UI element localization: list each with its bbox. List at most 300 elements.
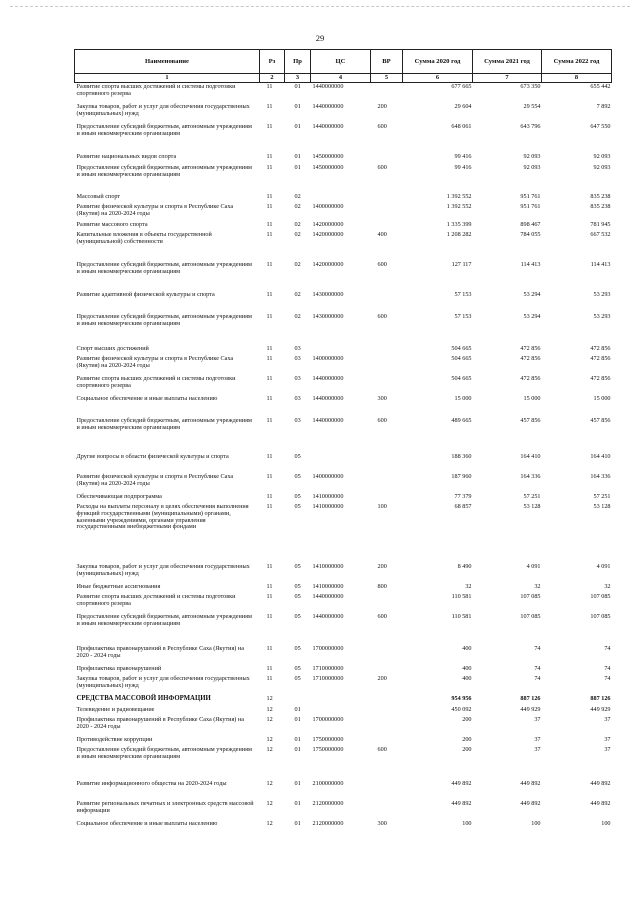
row-sum-2021: 472 856	[520, 354, 541, 362]
row-name: Развитие спорта высших достижений и системы подготовки спортивного резерва	[76, 374, 236, 389]
row-vr	[371, 780, 403, 800]
row-vr	[371, 593, 403, 613]
row-sum-2020: 99 416	[454, 163, 472, 171]
row-vr	[371, 695, 403, 706]
table-row	[75, 593, 612, 613]
row-name: Противодействие коррупции	[76, 735, 153, 743]
row-sum-2022: 107 085	[590, 592, 611, 600]
row-pr: 01	[294, 735, 301, 743]
row-sum-2020: 77 379	[454, 492, 472, 500]
row-vr	[371, 473, 403, 493]
row-cs: 1440000000	[312, 416, 344, 424]
row-rz: 11	[266, 562, 273, 570]
table-row	[75, 473, 612, 493]
row-pr: 02	[294, 202, 301, 210]
row-cs: 1450000000	[312, 152, 344, 160]
table-row	[75, 153, 612, 164]
row-sum-2021: 37	[534, 745, 541, 753]
row-rz: 12	[266, 694, 273, 702]
row-name: Другие вопросы в области физической культуры и спорта	[76, 452, 229, 460]
row-sum-2020: 99 416	[454, 152, 472, 160]
row-rz: 11	[266, 220, 273, 228]
row-sum-2020: 1 392 552	[446, 202, 472, 210]
row-rz: 11	[266, 664, 273, 672]
row-pr: 02	[294, 220, 301, 228]
row-sum-2022: 37	[604, 735, 611, 743]
table-row	[75, 221, 612, 231]
row-vr: 800	[377, 582, 387, 590]
row-cs: 1710000000	[312, 664, 344, 672]
row-cs: 1700000000	[312, 644, 344, 652]
row-rz: 12	[266, 735, 273, 743]
table-row	[75, 193, 612, 203]
table-body	[75, 83, 612, 832]
row-rz: 11	[266, 502, 273, 510]
row-cs: 1440000000	[312, 83, 344, 91]
row-vr	[371, 665, 403, 675]
row-sum-2021: 57 251	[523, 492, 541, 500]
row-sum-2022: 15 000	[593, 394, 611, 402]
row-vr: 300	[377, 819, 387, 827]
row-name: Развитие региональных печатных и электронных средств массовой информации	[76, 799, 254, 814]
header-vr: ВР	[371, 50, 403, 74]
row-cs: 1440000000	[312, 122, 344, 130]
table-row	[75, 716, 612, 736]
row-sum-2021: 32	[534, 582, 541, 590]
row-cs: 1420000000	[312, 220, 344, 228]
row-pr: 01	[294, 122, 301, 130]
row-pr: 01	[294, 152, 301, 160]
row-vr: 200	[377, 674, 387, 682]
row-sum-2021: 92 093	[523, 163, 541, 171]
header-sum-2021: Сумма 2021 год	[473, 50, 542, 74]
table-row	[75, 83, 612, 103]
row-sum-2021: 449 929	[520, 705, 541, 713]
row-name: Развитие спорта высших достижений и системы подготовки спортивного резерва	[76, 592, 236, 607]
row-sum-2020: 504 665	[451, 374, 472, 382]
table-row	[75, 395, 612, 417]
row-cs: 1420000000	[312, 230, 344, 238]
row-pr: 01	[294, 163, 301, 171]
col-number: 6	[403, 74, 473, 83]
row-name: СРЕДСТВА МАССОВОЙ ИНФОРМАЦИИ	[76, 694, 211, 702]
row-name: Профилактика правонарушений в Республике Саха (Якутия) на 2020 - 2024 годы	[76, 644, 244, 659]
row-cs: 1430000000	[312, 290, 344, 298]
row-sum-2020: 400	[462, 644, 472, 652]
row-cs: 1750000000	[312, 735, 344, 743]
row-sum-2022: 57 251	[593, 492, 611, 500]
row-pr	[285, 695, 311, 706]
table-row	[75, 231, 612, 261]
row-vr: 100	[377, 502, 387, 510]
scan-edge-marks	[10, 6, 630, 11]
table-row	[75, 313, 612, 345]
col-number: 4	[311, 74, 371, 83]
row-sum-2021: 53 128	[523, 502, 541, 510]
table-row	[75, 563, 612, 583]
row-cs: 1450000000	[312, 163, 344, 171]
row-sum-2021: 887 126	[520, 694, 541, 702]
col-number: 1	[75, 74, 260, 83]
row-sum-2022: 667 532	[590, 230, 611, 238]
row-sum-2021: 951 761	[520, 202, 541, 210]
row-sum-2021: 53 294	[523, 312, 541, 320]
row-cs	[311, 453, 371, 473]
row-sum-2020: 1 392 552	[446, 192, 472, 200]
row-pr: 02	[294, 290, 301, 298]
row-vr	[371, 345, 403, 355]
row-sum-2021: 74	[534, 664, 541, 672]
row-sum-2020: 200	[462, 735, 472, 743]
row-sum-2021: 92 093	[523, 152, 541, 160]
row-cs: 1400000000	[312, 202, 344, 210]
row-sum-2021: 100	[531, 819, 541, 827]
header-sum-2022: Сумма 2022 год	[542, 50, 612, 74]
row-sum-2020: 57 153	[454, 312, 472, 320]
row-vr	[371, 645, 403, 665]
row-sum-2020: 504 665	[451, 344, 472, 352]
row-sum-2021: 53 294	[523, 290, 541, 298]
row-cs	[311, 706, 371, 716]
row-pr: 03	[294, 344, 301, 352]
row-sum-2021: 114 413	[520, 260, 541, 268]
row-pr: 01	[294, 799, 301, 807]
row-rz: 11	[266, 582, 273, 590]
row-cs: 1710000000	[312, 674, 344, 682]
row-name: Закупка товаров, работ и услуг для обеспечения государственных (муниципальных) нужд	[76, 674, 250, 689]
row-sum-2022: 92 093	[593, 152, 611, 160]
table-row	[75, 123, 612, 153]
row-sum-2020: 450 092	[451, 705, 472, 713]
row-sum-2021: 449 892	[520, 779, 541, 787]
row-pr: 05	[294, 472, 301, 480]
row-name: Развитие физической культуры и спорта в Республике Саха (Якутия) на 2020-2024 годы	[76, 354, 234, 369]
row-pr: 05	[294, 664, 301, 672]
row-cs: 1410000000	[312, 582, 344, 590]
table-row	[75, 675, 612, 695]
row-sum-2021: 15 000	[523, 394, 541, 402]
row-sum-2020: 68 857	[454, 502, 472, 510]
row-name: Закупка товаров, работ и услуг для обеспечения государственных (муниципальных) нужд	[76, 102, 250, 117]
row-vr: 600	[377, 122, 387, 130]
table-row	[75, 613, 612, 645]
row-sum-2020: 110 581	[451, 612, 472, 620]
header-row	[75, 50, 612, 74]
col-number: 7	[473, 74, 542, 83]
row-vr: 600	[377, 312, 387, 320]
row-pr: 05	[294, 502, 301, 510]
row-rz: 11	[266, 312, 273, 320]
table-row	[75, 375, 612, 395]
row-rz: 11	[266, 416, 273, 424]
row-sum-2021: 4 091	[526, 562, 541, 570]
row-vr	[371, 706, 403, 716]
row-pr: 01	[294, 83, 301, 91]
row-name: Развитие массового спорта	[76, 220, 148, 228]
row-pr: 02	[294, 230, 301, 238]
table-row	[75, 503, 612, 563]
row-sum-2022: 449 892	[590, 779, 611, 787]
row-sum-2022: 647 550	[590, 122, 611, 130]
row-vr	[371, 736, 403, 746]
row-rz: 12	[266, 779, 273, 787]
row-sum-2021: 29 554	[523, 102, 541, 110]
row-name: Капитальные вложения в объекты государственной (муниципальной) собственности	[76, 230, 212, 245]
row-sum-2020: 15 000	[454, 394, 472, 402]
row-sum-2021: 107 085	[520, 612, 541, 620]
row-sum-2022: 107 085	[590, 612, 611, 620]
row-cs: 1700000000	[312, 715, 344, 723]
row-sum-2022: 835 238	[590, 202, 611, 210]
row-cs	[311, 345, 371, 355]
row-sum-2022: 92 093	[593, 163, 611, 171]
row-vr	[371, 203, 403, 221]
row-vr: 600	[377, 612, 387, 620]
row-vr	[371, 453, 403, 473]
row-vr: 600	[377, 163, 387, 171]
row-name: Массовый спорт	[76, 192, 121, 200]
row-rz: 11	[266, 674, 273, 682]
row-sum-2021: 74	[534, 674, 541, 682]
row-sum-2022: 4 091	[596, 562, 611, 570]
row-name: Развитие спорта высших достижений и системы подготовки спортивного резерва	[76, 83, 236, 98]
row-rz: 12	[266, 745, 273, 753]
row-cs: 1410000000	[312, 562, 344, 570]
row-pr: 01	[294, 705, 301, 713]
row-rz: 11	[266, 644, 273, 652]
row-name: Закупка товаров, работ и услуг для обеспечения государственных (муниципальных) нужд	[76, 562, 250, 577]
budget-table	[74, 49, 612, 832]
row-name: Развитие национальных видов спорта	[76, 152, 177, 160]
row-sum-2021: 164 410	[520, 452, 541, 460]
row-sum-2021: 643 796	[520, 122, 541, 130]
row-rz: 12	[266, 819, 273, 827]
row-sum-2021: 673 350	[520, 83, 541, 91]
row-vr: 400	[377, 230, 387, 238]
row-sum-2022: 32	[604, 582, 611, 590]
row-vr	[371, 193, 403, 203]
row-sum-2020: 200	[462, 745, 472, 753]
row-sum-2021: 449 892	[520, 799, 541, 807]
row-name: Спорт высших достижений	[76, 344, 149, 352]
row-rz: 11	[266, 202, 273, 210]
row-cs: 1750000000	[312, 745, 344, 753]
row-vr	[371, 153, 403, 164]
row-sum-2022: 164 336	[590, 472, 611, 480]
row-pr: 05	[294, 562, 301, 570]
table-row	[75, 736, 612, 746]
row-vr: 600	[377, 416, 387, 424]
row-sum-2021: 898 467	[520, 220, 541, 228]
row-vr	[371, 291, 403, 313]
row-name: Предоставление субсидий бюджетным, автономным учреждениям и иным некоммерческим организациям	[76, 122, 252, 137]
column-number-row	[75, 74, 612, 83]
row-cs	[311, 695, 371, 706]
row-sum-2021: 74	[534, 644, 541, 652]
row-sum-2021: 784 055	[520, 230, 541, 238]
row-pr: 03	[294, 374, 301, 382]
row-pr: 01	[294, 745, 301, 753]
row-vr: 200	[377, 562, 387, 570]
table-row	[75, 291, 612, 313]
row-name: Развитие физической культуры и спорта в Республике Саха (Якутия) на 2020-2024 годы	[76, 472, 234, 487]
row-cs: 2120000000	[312, 819, 344, 827]
row-pr: 05	[294, 492, 301, 500]
row-sum-2020: 504 665	[451, 354, 472, 362]
header-sum-2020: Сумма 2020 год	[403, 50, 473, 74]
table-row	[75, 820, 612, 832]
row-pr: 01	[294, 779, 301, 787]
col-number: 8	[542, 74, 612, 83]
row-sum-2020: 489 665	[451, 416, 472, 424]
row-vr	[371, 355, 403, 375]
table-row	[75, 780, 612, 800]
row-sum-2020: 1 335 399	[446, 220, 472, 228]
row-rz: 11	[266, 612, 273, 620]
row-sum-2022: 74	[604, 674, 611, 682]
row-vr: 300	[377, 394, 387, 402]
row-name: Предоставление субсидий бюджетным, автономным учреждениям и иным некоммерческим организациям	[76, 163, 252, 178]
row-sum-2022: 164 410	[590, 452, 611, 460]
row-sum-2022: 835 238	[590, 192, 611, 200]
row-name: Иные бюджетные ассигнования	[76, 582, 161, 590]
table-row	[75, 345, 612, 355]
row-pr: 05	[294, 592, 301, 600]
col-number: 5	[371, 74, 403, 83]
row-sum-2020: 100	[462, 819, 472, 827]
row-sum-2021: 457 856	[520, 416, 541, 424]
row-name: Предоставление субсидий бюджетным, автономным учреждениям и иным некоммерческим организациям	[76, 416, 252, 431]
row-rz: 11	[266, 260, 273, 268]
row-cs: 1440000000	[312, 612, 344, 620]
row-rz: 11	[266, 192, 273, 200]
row-sum-2020: 188 360	[451, 452, 472, 460]
row-rz: 11	[266, 102, 273, 110]
row-rz: 12	[266, 715, 273, 723]
row-pr: 05	[294, 582, 301, 590]
row-rz: 11	[266, 163, 273, 171]
table-row	[75, 103, 612, 123]
row-sum-2020: 1 208 282	[446, 230, 472, 238]
row-pr: 03	[294, 416, 301, 424]
row-name: Профилактика правонарушений	[76, 664, 162, 672]
page-number: 29	[315, 33, 325, 43]
row-sum-2022: 74	[604, 644, 611, 652]
row-cs: 1440000000	[312, 374, 344, 382]
row-cs: 1440000000	[312, 592, 344, 600]
row-rz: 11	[266, 354, 273, 362]
row-sum-2020: 400	[462, 674, 472, 682]
row-rz: 11	[266, 344, 273, 352]
row-sum-2020: 57 153	[454, 290, 472, 298]
table-row	[75, 695, 612, 706]
row-sum-2021: 472 856	[520, 344, 541, 352]
row-sum-2020: 954 956	[451, 694, 472, 702]
table-row	[75, 261, 612, 291]
row-sum-2020: 449 892	[451, 799, 472, 807]
row-sum-2020: 677 665	[451, 83, 472, 91]
row-cs: 1400000000	[312, 354, 344, 362]
row-name: Предоставление субсидий бюджетным, автономным учреждениям и иным некоммерческим организациям	[76, 260, 252, 275]
row-rz: 11	[266, 472, 273, 480]
row-sum-2022: 53 128	[593, 502, 611, 510]
row-vr	[371, 800, 403, 820]
row-rz: 11	[266, 592, 273, 600]
row-rz: 12	[266, 799, 273, 807]
row-sum-2020: 29 604	[454, 102, 472, 110]
header-pr: Пр	[285, 50, 311, 74]
row-name: Социальное обеспечение и иные выплаты населению	[76, 394, 218, 402]
table-row	[75, 583, 612, 593]
row-vr: 600	[377, 745, 387, 753]
row-rz: 11	[266, 290, 273, 298]
row-pr: 05	[294, 644, 301, 652]
row-vr	[371, 83, 403, 103]
table-row	[75, 453, 612, 473]
col-number: 3	[285, 74, 311, 83]
row-sum-2020: 200	[462, 715, 472, 723]
row-pr: 03	[294, 354, 301, 362]
row-name: Предоставление субсидий бюджетным, автономным учреждениям и иным некоммерческим организациям	[76, 312, 252, 327]
row-sum-2022: 472 856	[590, 344, 611, 352]
row-name: Социальное обеспечение и иные выплаты населению	[76, 819, 218, 827]
row-pr: 05	[294, 674, 301, 682]
row-sum-2022: 7 892	[596, 102, 611, 110]
row-sum-2022: 53 293	[593, 312, 611, 320]
row-name: Профилактика правонарушений в Республике Саха (Якутия) на 2020 - 2024 годы	[76, 715, 244, 730]
row-sum-2022: 457 856	[590, 416, 611, 424]
row-pr: 01	[294, 715, 301, 723]
table-row	[75, 665, 612, 675]
row-sum-2020: 8 490	[457, 562, 472, 570]
row-pr: 05	[294, 452, 301, 460]
row-sum-2021: 107 085	[520, 592, 541, 600]
row-pr: 01	[294, 819, 301, 827]
col-number: 2	[260, 74, 285, 83]
row-cs: 1440000000	[312, 102, 344, 110]
row-sum-2020: 32	[465, 582, 472, 590]
row-sum-2022: 37	[604, 715, 611, 723]
row-rz: 11	[266, 230, 273, 238]
row-sum-2022: 472 856	[590, 374, 611, 382]
row-vr	[371, 716, 403, 736]
row-pr: 05	[294, 612, 301, 620]
row-sum-2020: 187 960	[451, 472, 472, 480]
row-cs: 1410000000	[312, 502, 344, 510]
row-sum-2020: 400	[462, 664, 472, 672]
row-sum-2021: 951 761	[520, 192, 541, 200]
row-pr: 03	[294, 394, 301, 402]
row-sum-2022: 114 413	[590, 260, 611, 268]
row-cs: 1440000000	[312, 394, 344, 402]
row-vr	[371, 221, 403, 231]
row-name: Обеспечивающая подпрограмма	[76, 492, 162, 500]
row-sum-2022: 781 945	[590, 220, 611, 228]
row-pr: 02	[294, 192, 301, 200]
row-cs: 1420000000	[312, 260, 344, 268]
row-sum-2020: 449 892	[451, 779, 472, 787]
row-cs	[311, 193, 371, 203]
row-vr: 600	[377, 260, 387, 268]
table-row	[75, 355, 612, 375]
row-sum-2021: 37	[534, 715, 541, 723]
header-cs: ЦС	[311, 50, 371, 74]
header-name: Наименование	[75, 50, 260, 74]
row-name: Телевидение и радиовещание	[76, 705, 155, 713]
row-sum-2021: 37	[534, 735, 541, 743]
row-name: Развитие информационного общества на 2020-2024 годы	[76, 779, 227, 787]
row-pr: 02	[294, 312, 301, 320]
